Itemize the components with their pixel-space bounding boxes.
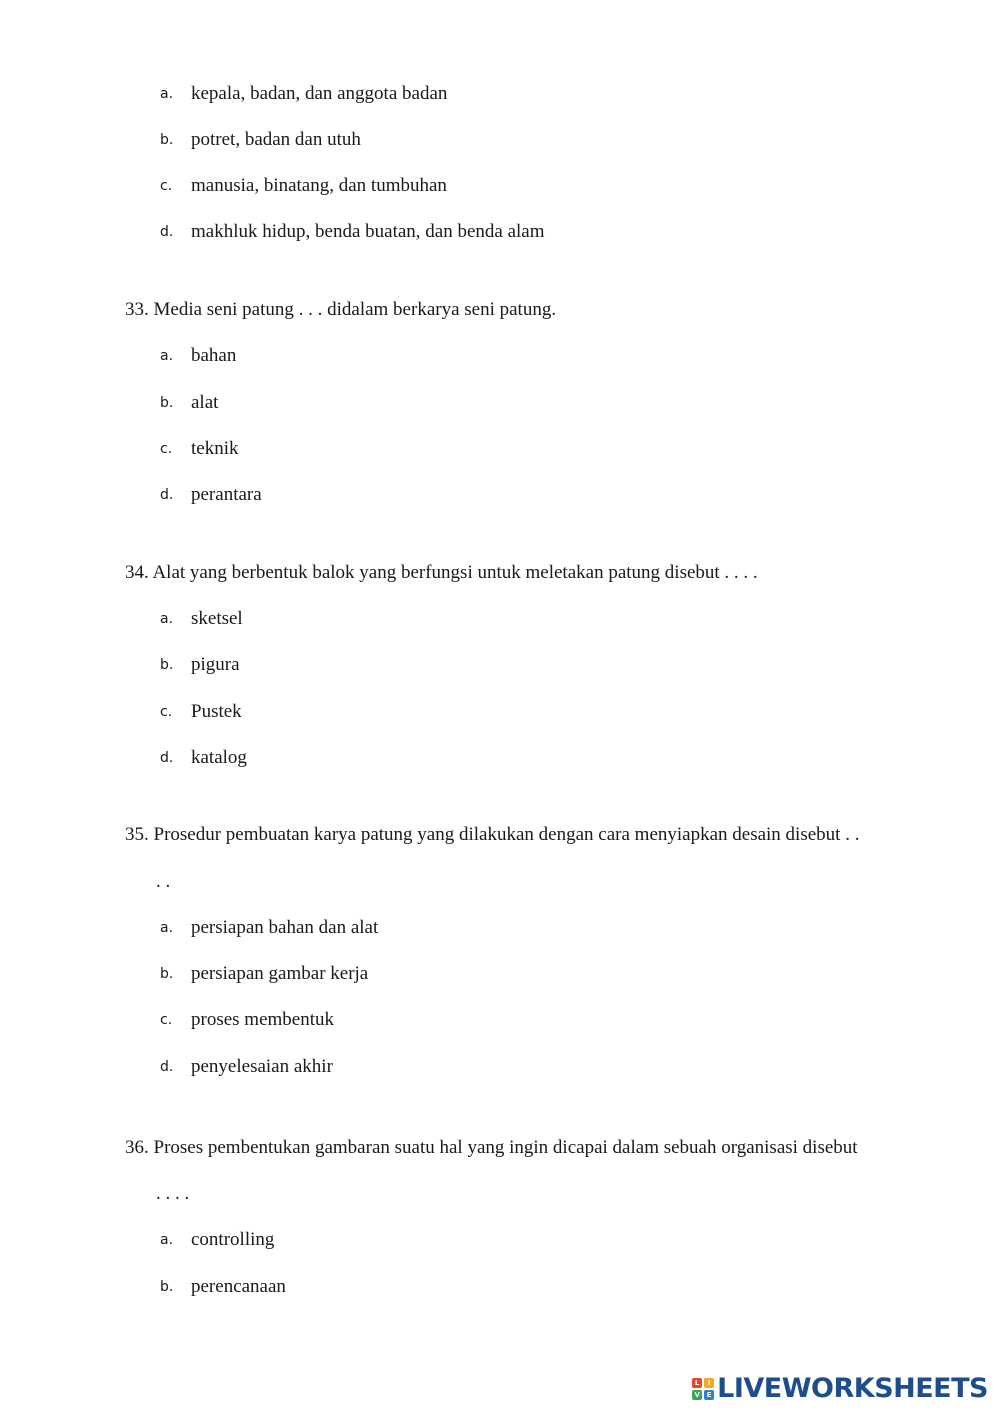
option-letter: b. <box>160 395 174 411</box>
option-letter: c. <box>160 704 173 720</box>
q35-stem-continuation: . . <box>156 871 171 892</box>
option-letter: d. <box>160 750 174 766</box>
option-text: Pustek <box>191 701 242 722</box>
option-letter: a. <box>160 1232 174 1248</box>
option-text: perencanaan <box>191 1276 286 1297</box>
option-letter: a. <box>160 86 174 102</box>
option-letter: d. <box>160 487 174 503</box>
q36-stem-continuation: . . . . <box>156 1183 190 1204</box>
option-text: persiapan bahan dan alat <box>191 917 379 938</box>
liveworksheets-logo-icon: L I V E <box>692 1378 714 1400</box>
option-text: pigura <box>191 654 240 675</box>
option-letter: c. <box>160 178 173 194</box>
option-text: makhluk hidup, benda buatan, dan benda alam <box>191 221 545 242</box>
q33-stem: 33. Media seni patung . . . didalam berkarya seni patung. <box>125 299 557 320</box>
option-text: manusia, binatang, dan tumbuhan <box>191 175 447 196</box>
option-text: penyelesaian akhir <box>191 1056 333 1077</box>
q35-stem: 35. Prosedur pembuatan karya patung yang dilakukan dengan cara menyiapkan desain disebut . . <box>125 824 860 845</box>
option-letter: a. <box>160 611 174 627</box>
option-letter: c. <box>160 1012 173 1028</box>
option-letter: d. <box>160 1059 174 1075</box>
option-letter: b. <box>160 966 174 982</box>
option-letter: a. <box>160 920 174 936</box>
liveworksheets-logo <box>692 1374 988 1404</box>
option-letter: b. <box>160 132 174 148</box>
option-text: teknik <box>191 438 239 459</box>
option-letter: a. <box>160 348 174 364</box>
option-text: potret, badan dan utuh <box>191 129 361 150</box>
option-text: bahan <box>191 345 237 366</box>
option-text: kepala, badan, dan anggota badan <box>191 83 448 104</box>
liveworksheets-wordmark: LIVEWORKSHEETS <box>717 1373 988 1404</box>
option-letter: b. <box>160 657 174 673</box>
option-letter: d. <box>160 224 174 240</box>
option-letter: c. <box>160 441 173 457</box>
option-text: controlling <box>191 1229 275 1250</box>
option-text: sketsel <box>191 608 243 629</box>
option-text: persiapan gambar kerja <box>191 963 369 984</box>
option-text: perantara <box>191 484 262 505</box>
q36-stem: 36. Proses pembentukan gambaran suatu hal yang ingin dicapai dalam sebuah organisasi disebut <box>125 1137 858 1158</box>
option-letter: b. <box>160 1279 174 1295</box>
option-text: alat <box>191 392 219 413</box>
q34-stem: 34. Alat yang berbentuk balok yang berfungsi untuk meletakan patung disebut . . . . <box>125 562 758 583</box>
option-text: katalog <box>191 747 247 768</box>
option-text: proses membentuk <box>191 1009 335 1030</box>
